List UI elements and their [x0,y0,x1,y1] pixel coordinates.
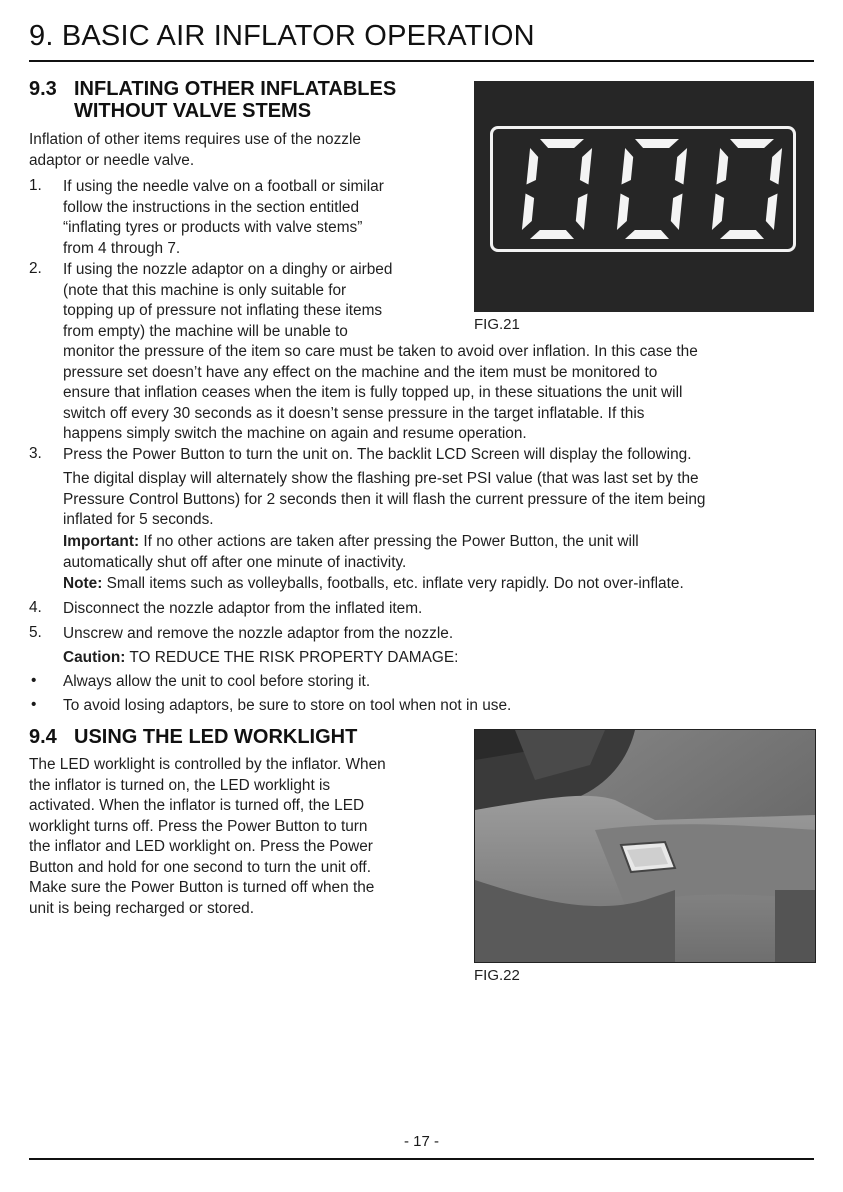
lcd-segment [540,139,584,148]
section-9-4-body: The LED worklight is controlled by the inflator. When the inflator is turned on, the LED worklight is activated. When the inflator is turned off, the LED worklight turns off. Press the Power Button to turn the inflator and LED worklight on. Press the Power Button and hold for one second to turn the unit off. Make sure the Power Button is turned off when the unit is being recharged or stored. [29,756,386,917]
caution-paragraph: Caution: TO REDUCE THE RISK PROPERTY DAMAGE: [63,649,459,666]
lcd-screen [490,126,796,252]
bullet-item: Always allow the unit to cool before storing it. [63,673,371,690]
section-number: 9.3 [29,78,57,100]
list-item: Press the Power Button to turn the unit on. The backlit LCD Screen will display the following. [63,446,692,463]
figure-caption: FIG.22 [474,967,520,984]
list-item: Disconnect the nozzle adaptor from the inflated item. [63,600,423,617]
list-number: 4. [29,599,42,616]
inflator-body-illustration [475,730,816,963]
section-number: 9.4 [29,726,57,748]
lcd-segment [716,148,728,185]
lcd-segment [730,139,774,148]
list-number: 3. [29,445,42,462]
lcd-segment [770,148,782,185]
lcd-segment [675,148,687,185]
lcd-segment [522,194,534,231]
lcd-segment [526,148,538,185]
lcd-segment [576,194,588,231]
lcd-segment [671,194,683,231]
lcd-segment [621,148,633,185]
note-label: Note: [63,575,103,592]
page-title: 9. BASIC AIR INFLATOR OPERATION [29,20,535,52]
lcd-segment [580,148,592,185]
section-title-line1: INFLATING OTHER INFLATABLES [74,78,397,100]
lcd-segment [617,194,629,231]
list-item: Unscrew and remove the nozzle adaptor from the nozzle. [63,625,454,642]
section-9-4-heading [29,725,357,749]
lcd-segment [766,194,778,231]
list-item: If using the needle valve on a football or similar follow the instructions in the section entitled “inflating tyres or products with valve stems” from 4 through 7. [63,178,384,257]
note-paragraph: Note: Small items such as volleyballs, footballs, etc. inflate very rapidly. Do not over-inflate. [63,575,684,592]
lcd-digit [522,139,592,239]
list-item: If using the nozzle adaptor on a dinghy or airbed (note that this machine is only suitable for topping up of pressure not inflating these items from empty) the machine will be unable to monitor the pressure of the item so care must be taken to avoid over inflation. In this case the pressure set doesn’t have any effect on the machine and the item must be monitored to ensure that inflation ceases when the item is fully topped up, in these situations the unit will switch off every 30 seconds as it doesn’t sense pressure in the target inflatable. If this happens simply switch the machine on again and resume operation. [63,261,698,442]
important-label: Important: [63,533,140,550]
bullet-item: To avoid losing adaptors, be sure to store on tool when not in use. [63,697,512,714]
lcd-digit [617,139,687,239]
display-paragraph: The digital display will alternately show the flashing pre-set PSI value (that was last set by the Pressure Control Buttons) for 2 seconds then it will flash the current pressure of the item being inflated for 5 seconds. [63,470,706,528]
list-number: 2. [29,260,42,277]
lcd-display-figure [474,81,814,312]
figure-caption: FIG.21 [474,316,520,333]
important-paragraph: Important: If no other actions are taken after pressing the Power Button, the unit will automatically shut off after one minute of inactivity. [63,533,639,571]
lcd-segment [530,230,574,239]
page-number: - 17 - [403,1133,439,1150]
section-title: USING THE LED WORKLIGHT [74,726,358,748]
lcd-segment [720,230,764,239]
lcd-segment [625,230,669,239]
list-number: 1. [29,177,42,194]
lcd-segment [712,194,724,231]
lcd-digit [712,139,782,239]
header-rule [29,60,814,62]
footer-rule [29,1158,814,1160]
section-9-3-heading [29,77,396,101]
bullet-marker: • [31,696,37,713]
caution-label: Caution: [63,649,126,666]
lcd-segment [635,139,679,148]
worklight-photo [474,729,816,963]
list-number: 5. [29,624,42,641]
intro-paragraph: Inflation of other items requires use of the nozzle adaptor or needle valve. [29,131,361,169]
bullet-marker: • [31,672,37,689]
section-title-line2: WITHOUT VALVE STEMS [74,100,312,122]
seven-segment-digits [493,129,793,249]
